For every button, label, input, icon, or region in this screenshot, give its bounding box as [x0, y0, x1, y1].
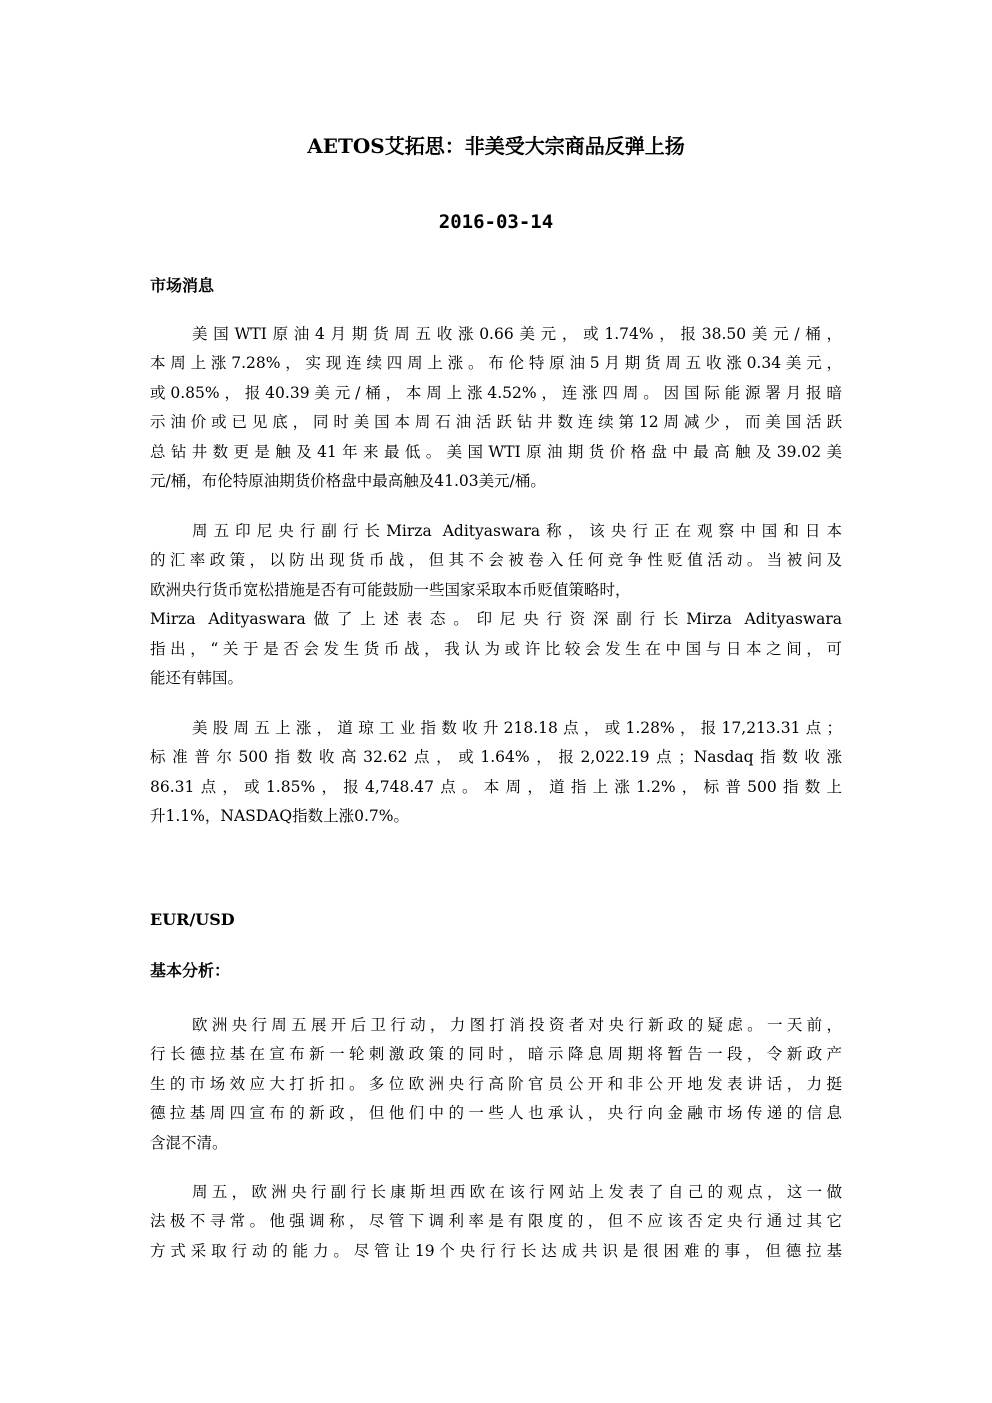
text-line: 标准普尔500指数收高32.62点，或1.64%，报2,022.19点；Nasdaq指数收涨 [150, 748, 842, 767]
text-line: 本周上涨7.28%，实现连续四周上涨。布伦特原油5月期货周五收涨0.34美元， [150, 354, 842, 373]
text-line: 示油价或已见底，同时美国本周石油活跃钻井数连续第12周减少，而美国活跃 [150, 413, 842, 432]
text-line: 欧洲央行货币宽松措施是否有可能鼓励一些国家采取本币贬值策略时， [150, 580, 631, 599]
paragraph-oil [150, 320, 842, 496]
paragraph-indonesia [150, 517, 842, 693]
text-line: 或0.85%，报40.39美元/桶，本周上涨4.52%，连涨四周。因国际能源署月报暗 [150, 383, 842, 402]
text-line: 能还有韩国。 [150, 669, 244, 688]
text-line: Mirza Adityaswara做了上述表态。印尼央行资深副行长Mirza Adityaswara [150, 610, 842, 629]
text-line: 含混不清。 [150, 1133, 228, 1152]
text-line: 德拉基周四宣布的新政，但他们中的一些人也承认，央行向金融市场传递的信息 [150, 1104, 842, 1123]
text-line: 欧洲央行周五展开后卫行动，力图打消投资者对央行新政的疑虑。一天前， [192, 1016, 842, 1034]
text-line: 86.31点，或1.85%，报4,748.47点。本周，道指上涨1.2%，标普500指数上 [150, 777, 842, 796]
paragraph-ecb [150, 1011, 842, 1158]
section-heading-market: 市场消息 [150, 276, 215, 295]
text-line: 总钻井数更是触及41年来最低。美国WTI原油期货价格盘中最高触及39.02美 [150, 442, 842, 461]
section-heading-fundamental: 基本分析： [150, 961, 231, 980]
text-line: 的汇率政策，以防出现货币战，但其不会被卷入任何竞争性贬值活动。当被问及 [150, 551, 842, 570]
document-title: AETOS艾拓思：非美受大宗商品反弹上扬 [307, 134, 685, 158]
text-line: 行长德拉基在宣布新一轮刺激政策的同时，暗示降息周期将暂告一段，令新政产 [150, 1045, 842, 1064]
text-line: 方式采取行动的能力。尽管让19个央行行长达成共识是很困难的事，但德拉基 [150, 1241, 842, 1260]
text-line: 周五，欧洲央行副行长康斯坦西欧在该行网站上发表了自己的观点，这一做 [192, 1183, 842, 1201]
text-line: 法极不寻常。他强调称，尽管下调利率是有限度的，但不应该否定央行通过其它 [150, 1212, 842, 1231]
text-line: 美股周五上涨，道琼工业指数收升218.18点，或1.28%，报17,213.31点； [192, 719, 842, 737]
paragraph-us-stocks [150, 714, 842, 832]
text-line: 美国WTI原油4月期货周五收涨0.66美元，或1.74%，报38.50美元/桶， [192, 325, 842, 343]
text-line: 元/桶，布伦特原油期货价格盘中最高触及41.03美元/桶。 [150, 472, 546, 491]
currency-pair-heading: EUR/USD [150, 910, 235, 929]
text-line: 升1.1%，NASDAQ指数上涨0.7%。 [150, 807, 409, 826]
text-line: 指出，“关于是否会发生货币战，我认为或许比较会发生在中国与日本之间，可 [150, 639, 842, 658]
document-date: 2016-03-14 [438, 211, 554, 233]
text-line: 生的市场效应大打折扣。多位欧洲央行高阶官员公开和非公开地发表讲话，力挺 [150, 1074, 842, 1093]
text-line: 周五印尼央行副行长Mirza Adityaswara称，该央行正在观察中国和日本 [192, 522, 842, 540]
paragraph-constancio [150, 1178, 842, 1266]
